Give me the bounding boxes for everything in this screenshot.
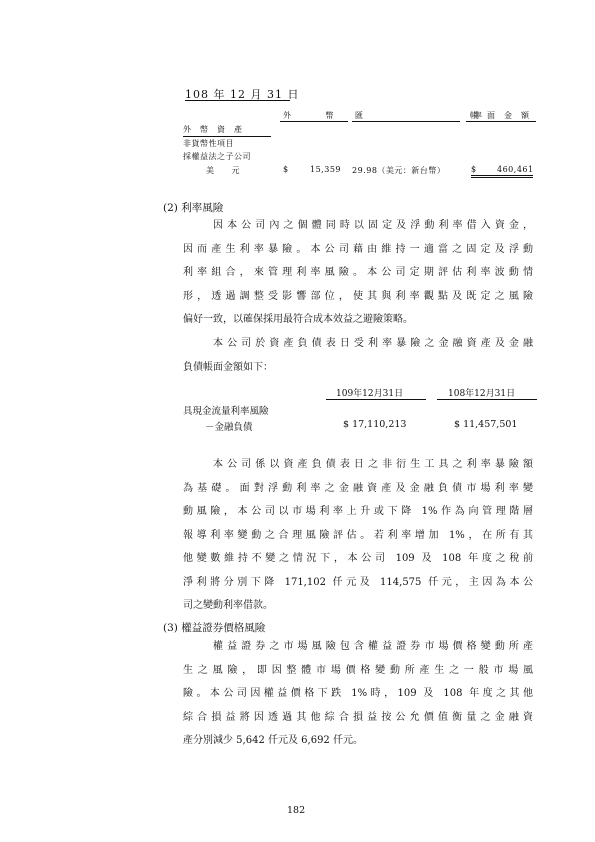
fx-rate-value: 29.98（美元：新台幣） xyxy=(352,166,446,175)
section-2-heading: (2) 利率風險 xyxy=(163,202,224,214)
para1-line-2: 因而產生利率暴險。本公司藉由維持一適當之固定及浮動 xyxy=(183,243,533,255)
para2-line-2: 負債帳面金額如下： xyxy=(183,361,273,373)
fx-col-header-currency: 外 幣 xyxy=(283,111,334,120)
para4-line-5: 產分別減少 5,642 仟元及 6,692 仟元。 xyxy=(183,735,363,746)
para1-line-5: 偏好一致，以確保採用最符合成本效益之避險策略。 xyxy=(183,314,413,325)
fx-row-usd: 美 元 xyxy=(206,166,240,175)
fx-row-nonmonetary: 非貨幣性項目 xyxy=(183,139,234,148)
fx-col-header-rate: 匯 率 xyxy=(355,111,483,120)
para3-line-1: 本公司係以資產負債表日之非衍生工具之利率暴險額 xyxy=(213,459,533,470)
section-2-paragraph-3 xyxy=(183,453,533,618)
para3-line-5: 他變數維持不變之情況下，本公司 109 及 108 年度之稅前 xyxy=(183,553,533,564)
para4-line-4: 綜合損益將因透過其他綜合損益按公允價值衡量之金融資 xyxy=(183,711,533,723)
rate-col-header-2019: 108年12月31日 xyxy=(448,389,516,399)
fx-total-line-1 xyxy=(471,175,533,176)
para1-line-1: 因本公司內之個體同時以固定及浮動利率借入資金， xyxy=(213,220,533,231)
fx-col-line-currency xyxy=(280,121,348,122)
rate-value-2020: $ 17,110,213 xyxy=(343,419,407,430)
rate-col-line-1 xyxy=(326,399,426,400)
section-3-heading: (3) 權益證券價格風險 xyxy=(163,622,266,634)
section-2-paragraph-2 xyxy=(183,332,533,379)
fx-col-line-rate xyxy=(352,121,460,122)
fx-row-assets-underline xyxy=(183,136,271,137)
fx-col-line-amount xyxy=(466,121,536,122)
para3-line-7: 司之變動利率借款。 xyxy=(183,600,273,611)
fx-table-date: 108 年 12 月 31 日 xyxy=(185,88,300,101)
fx-book-amount-value: 460,461 xyxy=(497,165,534,174)
para4-line-2: 生之風險，即因整體市場價格變動所產生之一般市場風 xyxy=(183,664,533,676)
rate-col-line-2 xyxy=(437,399,537,400)
fx-amount-value: 15,359 xyxy=(310,165,341,174)
para3-line-2: 為基礎。面對浮動利率之金融資產及金融負債市場利率變 xyxy=(183,482,533,494)
rate-row-header: 具現金流量利率風險 xyxy=(183,406,269,417)
para3-line-6: 淨利將分別下降 171,102 仟元及 114,575 仟元，主因為本公 xyxy=(183,576,533,588)
fx-date-underline xyxy=(185,100,290,101)
rate-col-header-2020: 109年12月31日 xyxy=(336,389,404,399)
para1-line-3: 利率組合，來管理利率風險。本公司定期評估利率波動情 xyxy=(183,267,533,278)
para4-line-3: 險。本公司因權益價格下跌 1%時，109 及 108 年度之其他 xyxy=(183,688,533,699)
fx-col-header-amount: 帳 面 金 額 xyxy=(470,111,530,120)
para2-line-1: 本公司於資產負債表日受利率暴險之金融資產及金融 xyxy=(213,338,533,349)
rate-row-financial-liabilities: －金融負債 xyxy=(205,422,253,433)
fx-row-equity-method: 採權益法之子公司 xyxy=(183,152,251,161)
para3-line-3: 動風險，本公司以市場利率上升或下降 1%作為向管理階層 xyxy=(183,506,533,517)
fx-dollar-sign-2: $ xyxy=(471,165,477,174)
rate-value-2019: $ 11,457,501 xyxy=(454,419,518,430)
section-3-paragraph xyxy=(183,635,533,753)
para3-line-4: 報導利率變動之合理風險評估。若利率增加 1%，在所有其 xyxy=(183,529,533,541)
para4-line-1: 權益證券之市場風險包含權益證券市場價格變動所產 xyxy=(213,641,533,652)
fx-dollar-sign-1: $ xyxy=(283,165,289,174)
page-number: 182 xyxy=(287,805,306,816)
fx-row-foreign-assets: 外 幣 資 產 xyxy=(183,125,243,134)
section-2-paragraph-1 xyxy=(183,214,533,332)
para1-line-4: 形，透過調整受影響部位，使其與利率觀點及既定之風險 xyxy=(183,290,533,302)
fx-total-line-2 xyxy=(471,177,533,178)
